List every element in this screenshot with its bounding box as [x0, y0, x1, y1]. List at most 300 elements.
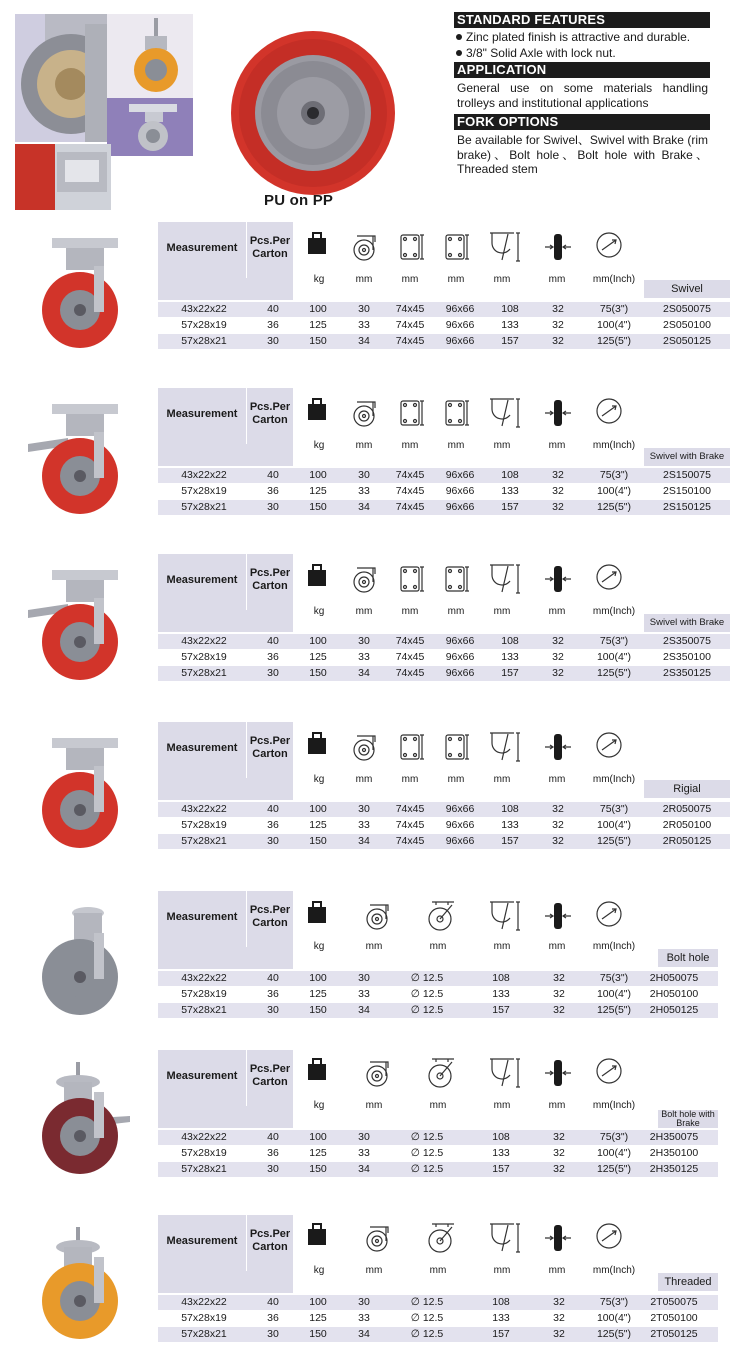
pcs-per-carton-header: Pcs.Per Carton [247, 891, 293, 947]
spec-table [158, 891, 730, 1021]
table-cell: 2R050100 [662, 819, 712, 831]
unit-label: mm [355, 774, 373, 785]
table-cell: 36 [267, 819, 279, 831]
table-cell: 74x45 [395, 667, 425, 679]
application-heading: APPLICATION [454, 62, 710, 78]
table-cell: 96x66 [445, 469, 475, 481]
collage-photo-gray-wheel [15, 14, 107, 142]
table-cell: 125 [309, 1147, 327, 1159]
table-cell: 150 [309, 1163, 327, 1175]
table-cell: 125(5") [596, 1328, 632, 1340]
wheel-offset-icon [364, 899, 394, 938]
table-cell: 74x45 [395, 335, 425, 347]
table-cell: 2R050075 [662, 803, 712, 815]
table-cell: 125(5") [596, 835, 632, 847]
table-cell: 36 [267, 319, 279, 331]
table-cell: 96x66 [445, 803, 475, 815]
fork-options-heading: FORK OPTIONS [454, 114, 710, 130]
product-section-5 [0, 1050, 730, 1190]
table-cell: 32 [552, 667, 564, 679]
bolt-hole-icon [424, 1056, 458, 1095]
table-cell: 2S150075 [663, 469, 711, 481]
pcs-per-carton-header: Pcs.Per Carton [247, 388, 293, 444]
table-cell: 36 [267, 1312, 279, 1324]
weight-icon [306, 730, 328, 761]
product-section-1 [0, 388, 730, 528]
product-section-4 [0, 891, 730, 1031]
table-cell: 34 [358, 501, 370, 513]
table-cell: 108 [492, 972, 510, 984]
table-cell: 96x66 [445, 819, 475, 831]
table-cell: 100(4") [596, 1147, 632, 1159]
unit-label: mm [548, 274, 566, 285]
table-cell: 32 [552, 501, 564, 513]
table-cell: 32 [553, 972, 565, 984]
table-cell: 30 [267, 501, 279, 513]
table-cell: 2S350075 [663, 635, 711, 647]
table-cell: 30 [358, 1296, 370, 1308]
table-cell: 2S350100 [663, 651, 711, 663]
weight-icon [306, 1221, 328, 1252]
table-cell: 74x45 [395, 485, 425, 497]
table-cell: 57x28x19 [181, 485, 227, 497]
table-cell: 100 [309, 803, 327, 815]
table-cell: 100(4") [596, 485, 632, 497]
caster-image [18, 232, 143, 356]
table-cell: 100 [309, 972, 327, 984]
table-cell: 157 [501, 335, 519, 347]
table-cell: 34 [358, 335, 370, 347]
height-icon [488, 230, 522, 269]
unit-label: mm [355, 606, 373, 617]
spec-table [158, 722, 730, 852]
table-cell: 75(3") [599, 1296, 629, 1308]
table-cell: 133 [501, 651, 519, 663]
table-cell: 96x66 [445, 335, 475, 347]
unit-label: mm [447, 606, 465, 617]
table-cell: 133 [501, 319, 519, 331]
table-row [158, 1162, 718, 1177]
height-icon [488, 899, 522, 938]
table-cell: 100(4") [596, 988, 632, 1000]
wheel-offset-icon [351, 730, 381, 769]
table-cell: 32 [553, 988, 565, 1000]
wheel-offset-icon [351, 562, 381, 601]
unit-label: mm [493, 1265, 511, 1276]
table-cell: 36 [267, 485, 279, 497]
measurement-header: Measurement [158, 1050, 246, 1106]
header-band [158, 278, 293, 300]
table-cell: 32 [553, 1004, 565, 1016]
table-cell: 157 [501, 501, 519, 513]
table-cell: 108 [492, 1131, 510, 1143]
weight-icon [306, 1056, 328, 1087]
table-cell: 32 [552, 319, 564, 331]
wheel-width-icon [543, 1056, 573, 1095]
table-cell: 32 [552, 803, 564, 815]
table-cell: 108 [501, 469, 519, 481]
table-cell: ∅ 12.5 [410, 1131, 444, 1143]
product-section-6 [0, 1215, 730, 1355]
table-cell: 157 [501, 667, 519, 679]
table-cell: 2H350075 [649, 1131, 699, 1143]
table-cell: ∅ 12.5 [410, 1328, 444, 1340]
plate-holes-icon [443, 230, 471, 269]
table-cell: 32 [553, 1147, 565, 1159]
unit-label: mm [548, 1265, 566, 1276]
hero-caption: PU on PP [264, 192, 334, 209]
pcs-per-carton-header: Pcs.Per Carton [247, 1215, 293, 1271]
unit-label: mm(Inch) [592, 606, 636, 617]
table-cell: 32 [553, 1312, 565, 1324]
table-cell: 74x45 [395, 819, 425, 831]
unit-label: mm [429, 1265, 447, 1276]
unit-label: mm [401, 606, 419, 617]
table-cell: 100 [309, 635, 327, 647]
product-section-2 [0, 554, 730, 694]
table-cell: 57x28x19 [181, 819, 227, 831]
table-cell: 2S150125 [663, 501, 711, 513]
header-band [158, 444, 293, 466]
table-row [158, 818, 730, 833]
table-cell: 150 [309, 501, 327, 513]
spec-table [158, 1050, 730, 1180]
wheel-offset-icon [364, 1221, 394, 1260]
table-cell: 30 [358, 635, 370, 647]
table-cell: 57x28x21 [181, 667, 227, 679]
table-cell: 125 [309, 485, 327, 497]
table-row [158, 302, 730, 317]
table-cell: 2S150100 [663, 485, 711, 497]
height-icon [488, 1056, 522, 1095]
table-cell: 2T050125 [650, 1328, 698, 1340]
table-cell: 57x28x21 [181, 1328, 227, 1340]
table-cell: ∅ 12.5 [410, 988, 444, 1000]
table-cell: 133 [492, 988, 510, 1000]
table-cell: ∅ 12.5 [410, 1147, 444, 1159]
table-cell: 34 [358, 835, 370, 847]
header-band [158, 778, 293, 800]
table-cell: 40 [267, 1131, 279, 1143]
weight-icon [306, 899, 328, 930]
caster-image [18, 1223, 143, 1347]
table-row [158, 802, 730, 817]
table-cell: 30 [358, 972, 370, 984]
table-cell: 96x66 [445, 835, 475, 847]
unit-label: kg [313, 1265, 325, 1276]
table-cell: 2T050100 [650, 1312, 698, 1324]
wheel-offset-icon [351, 396, 381, 435]
header-band [158, 1106, 293, 1128]
feature-bullet: Zinc plated finish is attractive and durable. [456, 30, 710, 44]
wheel-diameter-icon [594, 1056, 624, 1091]
top-plate-icon [398, 230, 426, 269]
table-cell: 34 [358, 667, 370, 679]
table-cell: 75(3") [599, 972, 629, 984]
table-cell: 43x22x22 [181, 1296, 227, 1308]
wheel-diameter-icon [594, 730, 624, 765]
unit-label: mm(Inch) [592, 274, 636, 285]
unit-label: mm [429, 1100, 447, 1111]
table-cell: 125 [309, 1312, 327, 1324]
table-cell: 30 [267, 335, 279, 347]
unit-label: mm [447, 440, 465, 451]
table-cell: 40 [267, 635, 279, 647]
header-band [158, 1271, 293, 1293]
table-cell: 150 [309, 835, 327, 847]
table-cell: 74x45 [395, 469, 425, 481]
table-cell: 108 [501, 803, 519, 815]
table-cell: 57x28x19 [181, 988, 227, 1000]
table-cell: 75(3") [599, 303, 629, 315]
table-cell: 57x28x19 [181, 1147, 227, 1159]
table-cell: 96x66 [445, 319, 475, 331]
table-cell: 157 [492, 1328, 510, 1340]
table-cell: 157 [492, 1004, 510, 1016]
table-cell: 43x22x22 [181, 635, 227, 647]
table-cell: 96x66 [445, 635, 475, 647]
table-row [158, 1130, 718, 1145]
caster-type-label: Threaded [658, 1273, 718, 1291]
wheel-width-icon [543, 396, 573, 435]
table-cell: 2H350125 [649, 1163, 699, 1175]
table-cell: 33 [358, 651, 370, 663]
unit-label: kg [313, 606, 325, 617]
table-cell: 100(4") [596, 1312, 632, 1324]
product-photo-collage [15, 14, 193, 210]
application-text: General use on some materials handling trolleys and institutional applications [457, 81, 708, 110]
header-band [158, 947, 293, 969]
unit-label: mm [401, 440, 419, 451]
wheel-offset-icon [351, 230, 381, 269]
table-cell: 74x45 [395, 803, 425, 815]
table-row [158, 468, 730, 483]
table-cell: 150 [309, 335, 327, 347]
unit-label: mm [548, 1100, 566, 1111]
wheel-width-icon [543, 230, 573, 269]
unit-label: mm [355, 440, 373, 451]
table-row [158, 666, 730, 681]
caster-type-label: Swivel with Brake [644, 614, 730, 632]
table-cell: 57x28x19 [181, 651, 227, 663]
measurement-header: Measurement [158, 1215, 246, 1271]
table-cell: 96x66 [445, 485, 475, 497]
product-section-3 [0, 722, 730, 862]
collage-photo-red-brake [15, 144, 111, 210]
table-cell: 74x45 [395, 303, 425, 315]
table-cell: 32 [552, 651, 564, 663]
top-plate-icon [398, 562, 426, 601]
unit-label: mm(Inch) [592, 1265, 636, 1276]
unit-label: mm [401, 274, 419, 285]
table-cell: 100 [309, 1131, 327, 1143]
table-cell: 150 [309, 667, 327, 679]
table-cell: 30 [358, 303, 370, 315]
table-cell: 30 [358, 1131, 370, 1143]
hero-wheel-image [230, 30, 396, 196]
table-cell: 2T050075 [650, 1296, 698, 1308]
unit-label: mm [493, 1100, 511, 1111]
unit-label: mm [493, 774, 511, 785]
spec-table [158, 554, 730, 684]
measurement-header: Measurement [158, 388, 246, 444]
weight-icon [306, 562, 328, 593]
plate-holes-icon [443, 730, 471, 769]
table-cell: 74x45 [395, 501, 425, 513]
table-row [158, 334, 730, 349]
table-cell: 75(3") [599, 803, 629, 815]
table-cell: 30 [267, 1163, 279, 1175]
wheel-width-icon [543, 730, 573, 769]
table-cell: 57x28x19 [181, 319, 227, 331]
table-cell: 57x28x21 [181, 335, 227, 347]
wheel-width-icon [543, 562, 573, 601]
unit-label: kg [313, 1100, 325, 1111]
wheel-diameter-icon [594, 1221, 624, 1256]
table-cell: 32 [552, 835, 564, 847]
table-cell: 96x66 [445, 667, 475, 679]
wheel-width-icon [543, 1221, 573, 1260]
plate-holes-icon [443, 562, 471, 601]
table-cell: 36 [267, 988, 279, 1000]
spec-table [158, 1215, 730, 1345]
table-cell: 30 [358, 803, 370, 815]
bolt-hole-icon [424, 1221, 458, 1260]
table-cell: 75(3") [599, 635, 629, 647]
wheel-diameter-icon [594, 899, 624, 934]
table-cell: 32 [552, 635, 564, 647]
table-cell: 33 [358, 485, 370, 497]
table-cell: 100(4") [596, 319, 632, 331]
table-cell: 125(5") [596, 501, 632, 513]
unit-label: mm [548, 606, 566, 617]
table-row [158, 318, 730, 333]
product-section-0 [0, 222, 730, 362]
unit-label: mm [401, 774, 419, 785]
table-cell: 33 [358, 1312, 370, 1324]
unit-label: mm(Inch) [592, 1100, 636, 1111]
table-cell: 2H050125 [649, 1004, 699, 1016]
height-icon [488, 1221, 522, 1260]
table-cell: 40 [267, 1296, 279, 1308]
spec-table [158, 222, 730, 352]
table-cell: 32 [553, 1163, 565, 1175]
unit-label: mm [493, 274, 511, 285]
bullet-icon [456, 50, 462, 56]
measurement-header: Measurement [158, 554, 246, 610]
table-cell: 33 [358, 1147, 370, 1159]
table-cell: 100 [309, 303, 327, 315]
table-cell: 2H350100 [649, 1147, 699, 1159]
table-cell: 32 [552, 485, 564, 497]
unit-label: kg [313, 440, 325, 451]
unit-label: mm [447, 274, 465, 285]
collage-photo-purple-caster [107, 98, 193, 156]
unit-label: mm [447, 774, 465, 785]
table-cell: 125(5") [596, 1163, 632, 1175]
caster-type-label: Rigial [644, 780, 730, 798]
table-cell: 36 [267, 651, 279, 663]
table-cell: ∅ 12.5 [410, 1296, 444, 1308]
caster-type-label: Bolt hole [658, 949, 718, 967]
table-cell: 133 [501, 485, 519, 497]
table-cell: 133 [492, 1312, 510, 1324]
table-cell: 125 [309, 819, 327, 831]
table-cell: 100 [309, 469, 327, 481]
height-icon [488, 562, 522, 601]
unit-label: mm(Inch) [592, 941, 636, 952]
table-cell: 2S350125 [663, 667, 711, 679]
caster-type-label: Swivel with Brake [644, 448, 730, 466]
measurement-header: Measurement [158, 891, 246, 947]
table-cell: 108 [501, 303, 519, 315]
pcs-per-carton-header: Pcs.Per Carton [247, 722, 293, 778]
table-row [158, 1311, 718, 1326]
table-cell: ∅ 12.5 [410, 1312, 444, 1324]
table-cell: 40 [267, 803, 279, 815]
table-cell: 96x66 [445, 651, 475, 663]
unit-label: mm [548, 440, 566, 451]
table-row [158, 634, 730, 649]
table-cell: 125 [309, 319, 327, 331]
table-cell: 2R050125 [662, 835, 712, 847]
table-cell: 32 [552, 819, 564, 831]
table-cell: 2S050100 [663, 319, 711, 331]
bullet-icon [456, 34, 462, 40]
top-plate-icon [398, 730, 426, 769]
table-cell: 32 [552, 303, 564, 315]
table-cell: 32 [553, 1296, 565, 1308]
table-cell: 2S050125 [663, 335, 711, 347]
wheel-width-icon [543, 899, 573, 938]
caster-type-label: Bolt hole with Brake [658, 1110, 718, 1128]
table-cell: 125(5") [596, 335, 632, 347]
table-cell: 43x22x22 [181, 1131, 227, 1143]
unit-label: mm [493, 941, 511, 952]
height-icon [488, 396, 522, 435]
table-cell: 74x45 [395, 835, 425, 847]
table-row [158, 971, 718, 986]
table-row [158, 1146, 718, 1161]
unit-label: mm [365, 1100, 383, 1111]
table-cell: 125 [309, 651, 327, 663]
table-cell: 2H050075 [649, 972, 699, 984]
unit-label: mm [365, 941, 383, 952]
table-cell: 133 [492, 1147, 510, 1159]
caster-image [18, 1058, 143, 1182]
table-cell: 125(5") [596, 667, 632, 679]
caster-type-label: Swivel [644, 280, 730, 298]
table-cell: 125 [309, 988, 327, 1000]
table-cell: 2H050100 [649, 988, 699, 1000]
wheel-diameter-icon [594, 396, 624, 431]
standard-features-heading: STANDARD FEATURES [454, 12, 710, 28]
table-cell: 32 [553, 1131, 565, 1143]
table-cell: 32 [552, 469, 564, 481]
table-cell: 43x22x22 [181, 803, 227, 815]
table-cell: 36 [267, 1147, 279, 1159]
table-row [158, 484, 730, 499]
table-cell: 34 [358, 1163, 370, 1175]
table-cell: 108 [492, 1296, 510, 1308]
caster-image [18, 564, 143, 688]
table-cell: 100 [309, 1296, 327, 1308]
plate-holes-icon [443, 396, 471, 435]
table-cell: ∅ 12.5 [410, 1163, 444, 1175]
pcs-per-carton-header: Pcs.Per Carton [247, 1050, 293, 1106]
table-cell: 33 [358, 319, 370, 331]
table-cell: 2S050075 [663, 303, 711, 315]
